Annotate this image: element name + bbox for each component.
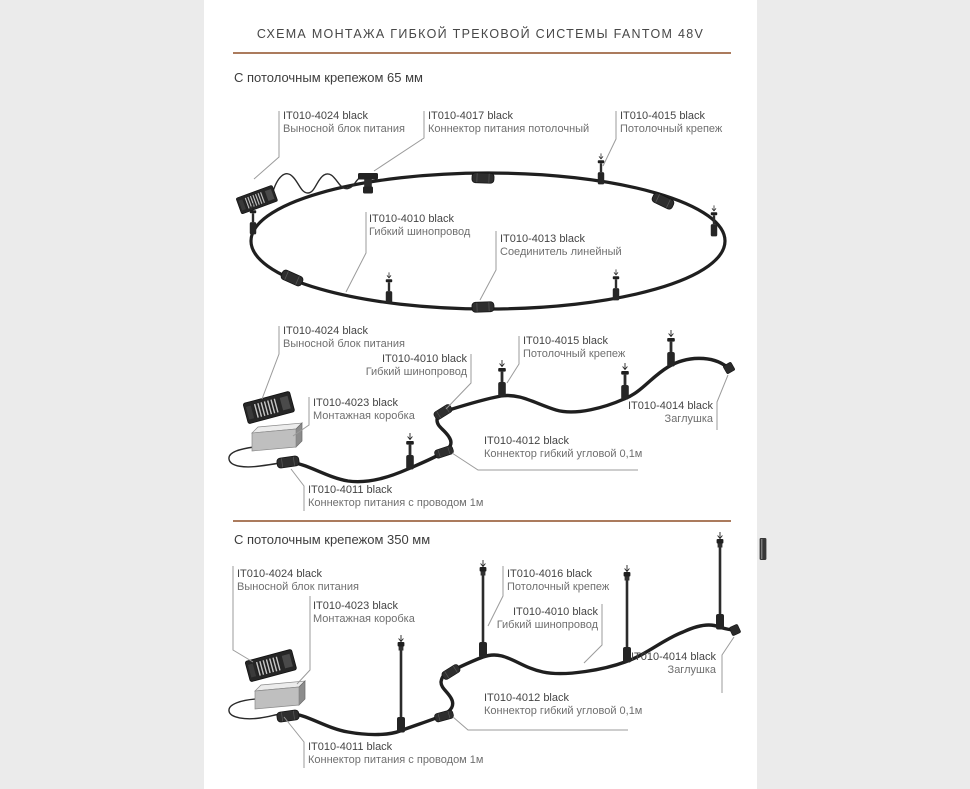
ceiling-mount-65 (621, 363, 629, 400)
part-name: Коннектор гибкий угловой 0,1м (484, 447, 643, 460)
section-heading-350mm: С потолочным крепежом 350 мм (234, 532, 431, 547)
part-name: Выносной блок питания (283, 122, 405, 135)
part-name: Коннектор питания с проводом 1м (308, 753, 484, 766)
part-name: Выносной блок питания (283, 337, 405, 350)
corner-connector (433, 403, 453, 420)
linear-connector (472, 173, 494, 184)
part-name: Потолочный крепеж (620, 122, 723, 135)
ceiling-mount-350 (397, 635, 405, 733)
ceiling-mount-65 (598, 153, 604, 184)
leader-lines (254, 111, 616, 300)
part-name: Потолочный крепеж (523, 347, 626, 360)
part-code: IT010-4010 black (513, 606, 598, 618)
section-heading-65mm: С потолочным крепежом 65 мм (234, 70, 423, 85)
flex-track-ring (251, 173, 725, 309)
part-code: IT010-4024 black (237, 568, 322, 580)
part-code: IT010-4010 black (382, 353, 467, 365)
part-name: Заглушка (667, 663, 716, 676)
part-code: IT010-4013 black (500, 233, 585, 245)
mounting-box (255, 681, 305, 709)
part-code: IT010-4024 black (283, 325, 368, 337)
part-code: IT010-4023 black (313, 600, 398, 612)
stray-track-fragment (760, 538, 767, 560)
ceiling-mount-65 (498, 360, 506, 397)
part-name: Выносной блок питания (237, 580, 359, 593)
power-supply-unit (236, 185, 278, 214)
part-code: IT010-4011 black (308, 484, 393, 496)
part-code: IT010-4024 black (283, 110, 368, 122)
flex-track-run (290, 358, 727, 481)
part-code: IT010-4014 black (631, 651, 716, 663)
part-name: Монтажная коробка (313, 409, 415, 422)
power-supply-unit (245, 649, 297, 682)
part-code: IT010-4011 black (308, 741, 393, 753)
part-code: IT010-4014 black (628, 400, 713, 412)
part-code: IT010-4012 black (484, 692, 569, 704)
part-code: IT010-4012 black (484, 435, 569, 447)
part-code: IT010-4016 black (507, 568, 592, 580)
ceiling-mount-350 (623, 565, 631, 663)
power-feed-connector (276, 710, 299, 723)
corner-connector (434, 445, 454, 459)
power-supply-unit (243, 391, 295, 424)
ceiling-mount-65 (613, 269, 619, 300)
linear-connector (472, 302, 494, 313)
diagram-run-350mm (229, 532, 741, 768)
leader-lines (262, 326, 728, 511)
part-name: Коннектор питания потолочный (428, 122, 590, 135)
part-name: Гибкий шинопровод (369, 225, 471, 238)
diagram-ring-65mm (236, 111, 725, 312)
part-name: Коннектор гибкий угловой 0,1м (484, 704, 643, 717)
part-name: Заглушка (664, 412, 713, 425)
part-name: Гибкий шинопровод (365, 365, 467, 378)
part-name: Гибкий шинопровод (496, 618, 598, 631)
corner-connector (434, 709, 454, 722)
diagram-run-65mm (229, 326, 735, 511)
corner-connector (441, 663, 461, 680)
part-name: Коннектор питания с проводом 1м (308, 496, 484, 509)
part-name: Монтажная коробка (313, 612, 415, 625)
ceiling-mount-65 (386, 272, 392, 303)
linear-connector (280, 269, 304, 287)
part-code: IT010-4015 black (523, 335, 608, 347)
part-name: Соединитель линейный (500, 245, 622, 258)
ceiling-mount-350 (479, 560, 487, 658)
ceiling-mount-350 (716, 532, 724, 630)
mounting-box (252, 423, 302, 451)
ceiling-mount-65 (667, 330, 675, 367)
power-cord-wavy (272, 174, 361, 195)
part-name: Потолочный крепеж (507, 580, 610, 593)
part-code: IT010-4010 black (369, 213, 454, 225)
flex-track-run (290, 625, 734, 735)
power-feed-connector (276, 456, 299, 469)
end-cap (729, 624, 741, 636)
part-code: IT010-4015 black (620, 110, 705, 122)
part-code: IT010-4017 black (428, 110, 513, 122)
page-title: СХЕМА МОНТАЖА ГИБКОЙ ТРЕКОВОЙ СИСТЕМЫ FANTOM 48V (256, 27, 705, 41)
part-code: IT010-4023 black (313, 397, 398, 409)
ceiling-mount-65 (406, 433, 414, 470)
